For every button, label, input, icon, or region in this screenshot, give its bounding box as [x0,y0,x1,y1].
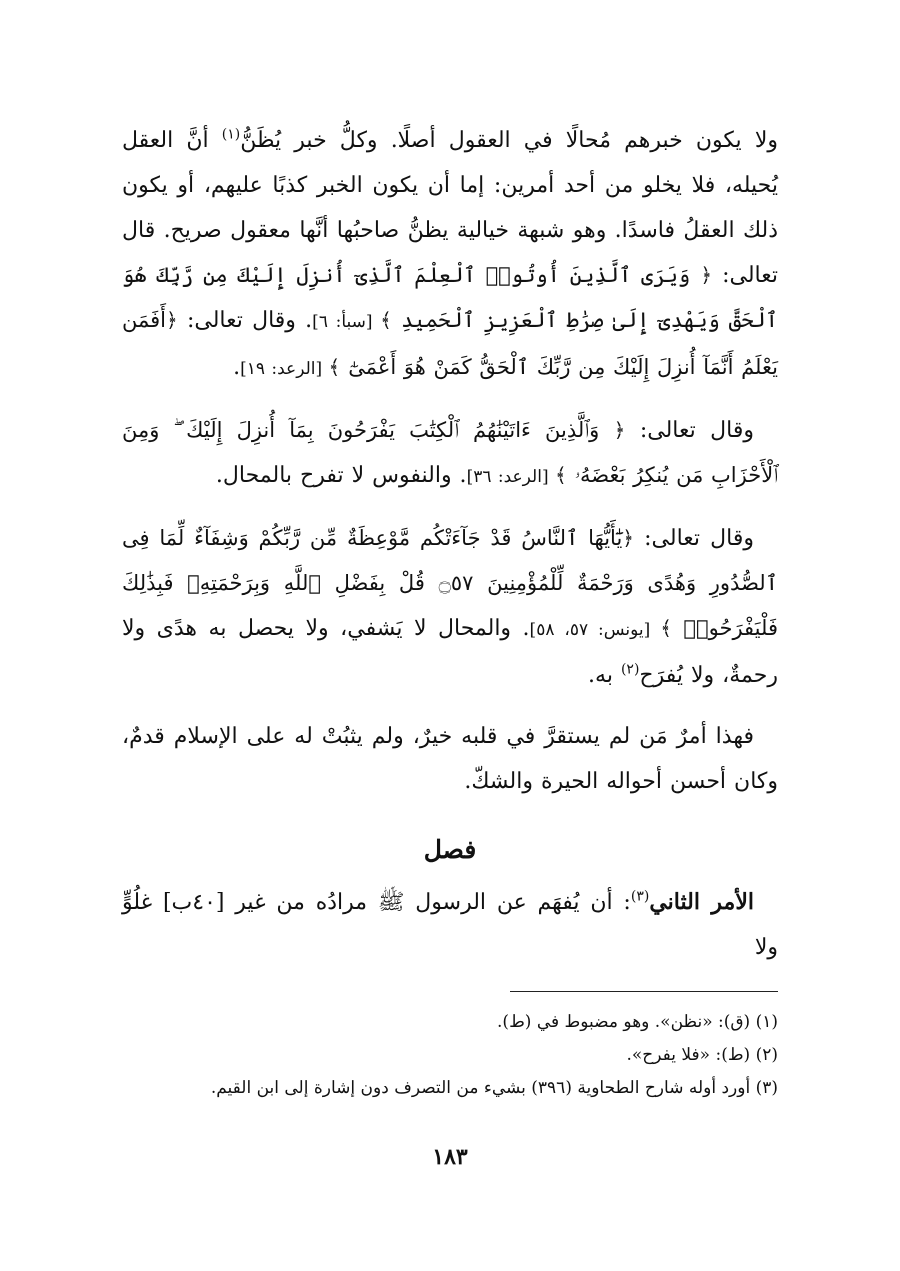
footnotes [122,1006,778,1105]
paragraph-5-heading: الأمر الثاني [649,889,754,915]
footnote-ref-3[interactable]: (٣) [630,888,650,905]
verse-reference-rad-19: [الرعد: ١٩] [240,359,329,379]
quran-open-bracket: ﴿ [613,418,626,442]
footnote-2: (٢) (ط): «فلا يفرح». [626,1045,778,1065]
paragraph-1 [122,118,778,392]
section-title: فصل [423,835,477,864]
page-number: ١٨٣ [432,1144,468,1170]
book-page [122,118,778,1218]
paragraph-4 [122,714,778,804]
quran-close-bracket: ﴾ [660,616,672,640]
paragraph-2-text-b: . والنفوس لا تفرح بالمحال. [215,463,467,488]
quran-verse-rad-36: وَٱلَّذِينَ ءَاتَيْنَٰهُمُ ٱلْكِتَٰبَ يَفْرَحُونَ بِمَآ أُنزِلَ إِلَيْكَ ۖ وَمِنَ ٱلْأَحْزَابِ مَن يُنكِرُ بَعْضَهُۥ [122,418,778,487]
paragraph-3-text-b: . والمحال لا يَشفي، ولا يحصل به هدًى ولا رحمةٌ، ولا يُفرَح [122,616,778,688]
paragraph-5-text: : أن يُفهَم عن الرسول ﷺ مرادُه من غير [٤٠ب] غلُوٍّ ولا [122,890,778,960]
quran-open-bracket: ﴿ [166,308,178,332]
quran-verse-saba-6: وَيَرَى ٱلَّذِينَ أُوتُوا۟ ٱلْعِلْمَ ٱلَّذِىٓ أُنزِلَ إِلَيْكَ مِن رَّبِّكَ هُوَ ٱلْحَقَّ وَيَهْدِىٓ إِلَىٰ صِرَٰطِ ٱلْعَزِيزِ ٱلْحَمِيدِ [122,263,778,332]
paragraph-2-text-a: وقال تعالى: [625,418,754,443]
paragraph-1-text-a: ولا يكون خبرهم مُحالًا في العقول أصلًا. وكلُّ خبر يُظَنُّ [240,128,778,153]
footnote-ref-2[interactable]: (٢) [620,661,640,678]
verse-reference-rad-36: [الرعد: ٣٦] [466,467,555,487]
quran-verse-rad-19: أَفَمَن يَعْلَمُ أَنَّمَآ أُنزِلَ إِلَيْكَ مِن رَّبِّكَ ٱلْحَقُّ كَمَنْ هُوَ أَعْمَىٰٓ [122,308,778,379]
paragraph-5 [122,880,778,970]
footnote-divider [510,991,778,992]
paragraph-3-text-c: به. [588,663,621,688]
paragraph-1-text-b: أنَّ العقل يُحيله، فلا يخلو من أحد أمرين: إما أن يكون الخبر كذبًا عليهم، أو يكون ذلك العقلُ فاسدًا. وهو شبهة خيالية يظنُّ صاحبُها أنَّها معقول صريح. قال تعالى: [122,128,778,288]
quran-close-bracket: ﴾ [555,463,567,487]
verse-reference-saba: [سبأ: ٦] [312,312,381,332]
paragraph-3-text-a: وقال تعالى: [634,526,754,551]
paragraph-3 [122,516,778,698]
verse-reference-yunus: [يونس: ٥٧، ٥٨] [529,620,661,640]
quran-open-bracket: ﴿ [622,526,635,550]
paragraph-1-text-d: . [233,355,241,380]
paragraph-4-text: فهذا أمرٌ مَن لم يستقرَّ في قلبه خيرٌ، ولم يثبُتْ له على الإسلام قدمٌ، وكان أحسن أحواله الحيرة والشكّ. [122,724,778,794]
quran-verse-yunus-57-58: يَٰٓأَيُّهَا ٱلنَّاسُ قَدْ جَآءَتْكُم مَّوْعِظَةٌ مِّن رَّبِّكُمْ وَشِفَآءٌ لِّمَا فِى ٱلصُّدُورِ وَهُدًى وَرَحْمَةٌ لِّلْمُؤْمِنِينَ ۝٥٧ قُلْ بِفَضْلِ ٱللَّهِ وَبِرَحْمَتِهِۦ فَبِذَٰلِكَ فَلْيَفْرَحُوا۟ [122,526,778,640]
footnote-1: (١) (ق): «نظن». وهو مضبوط في (ط). [497,1012,778,1032]
quran-close-bracket: ﴾ [328,355,341,379]
quran-open-bracket: ﴿ [700,263,713,287]
footnote-3: (٣) أورد أوله شارح الطحاوية (٣٩٦) بشيء من التصرف دون إشارة إلى ابن القيم. [210,1078,778,1098]
paragraph-1-text-c: . وقال تعالى: [177,308,313,333]
quran-close-bracket: ﴾ [380,308,392,332]
footnote-ref-1[interactable]: (١) [221,126,241,143]
paragraph-2 [122,408,778,500]
